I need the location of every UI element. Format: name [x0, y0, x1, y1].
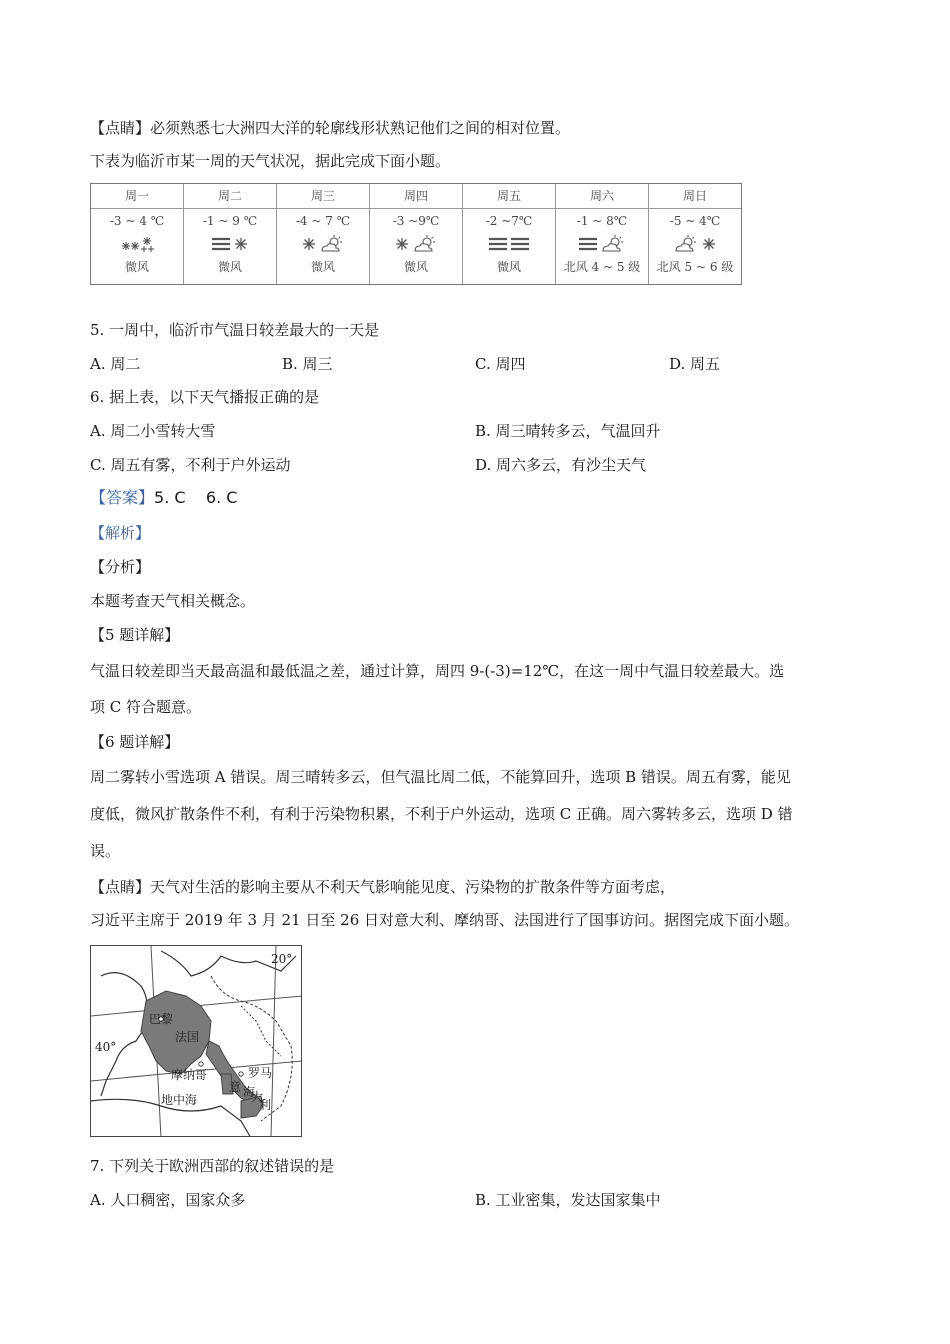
italy-partial-label: 意 [229, 1080, 242, 1094]
rome-label: 罗马 [248, 1066, 273, 1080]
weather-column [370, 184, 463, 284]
detail-6-line-1: 周二雾转小雪选项 A 错误。周三晴转多云，但气温比周二低，不能算回升，选项 B 错误。周五有雾，能见 [90, 768, 791, 786]
monaco-label: 摩纳哥 [171, 1068, 208, 1082]
sunny-cloudy-icon [370, 232, 462, 256]
europe-map [90, 945, 302, 1137]
q7-option-a: A. 人口稠密，国家众多 [90, 1191, 246, 1209]
weather-day: 周三 [277, 184, 369, 209]
weather-day: 周一 [91, 184, 183, 209]
detail-5-line-1: 气温日较差即当天最高温和最低温之差，通过计算，周四 9-(-3)=12℃，在这一周中气温日较差最大。选 [90, 662, 785, 680]
weather-table [90, 183, 742, 285]
weather-wind: 北风 4 ~ 5 级 [563, 260, 641, 274]
q5-option-a: A. 周二 [90, 355, 141, 373]
cloudy-sunny-icon [649, 232, 741, 256]
weather-column [556, 184, 649, 284]
weather-column [91, 184, 184, 284]
analysis-label: 【解析】 [90, 524, 151, 542]
fog-icon [463, 232, 555, 256]
question-7-stem: 7. 下列关于欧洲西部的叙述错误的是 [90, 1157, 335, 1175]
q5-option-c: C. 周四 [475, 355, 526, 373]
weather-temp: -1 ~ 8℃ [576, 214, 628, 228]
q6-option-c: C. 周五有雾，不利于户外运动 [90, 456, 291, 474]
detail-5-line-2: 项 C 符合题意。 [90, 698, 202, 716]
weather-temp: -1 ~ 9 ℃ [202, 214, 258, 228]
detail-6-line-3: 误。 [90, 842, 121, 860]
france-label: 法国 [175, 1030, 200, 1044]
detail-6-label: 【6 题详解】 [90, 733, 180, 751]
weather-day: 周四 [370, 184, 462, 209]
question-6-stem: 6. 据上表，以下天气播报正确的是 [90, 388, 320, 406]
paris-label: 巴黎 [149, 1012, 174, 1026]
weather-column [649, 184, 741, 284]
weather-day: 周六 [556, 184, 648, 209]
question-7-intro: 习近平主席于 2019 年 3 月 21 日至 26 日对意大利、摩纳哥、法国进行了国事访问。据图完成下面小题。 [90, 911, 800, 929]
weather-wind: 北风 5 ~ 6 级 [656, 260, 734, 274]
answer-line [90, 488, 237, 508]
weather-column [463, 184, 556, 284]
latitude-label: 40° [95, 1040, 117, 1054]
sea-partial-label: 海 [243, 1085, 256, 1099]
weather-wind: 微风 [217, 260, 242, 274]
weather-column [277, 184, 370, 284]
q6-option-d: D. 周六多云，有沙尘天气 [475, 456, 647, 474]
detail-5-label: 【5 题详解】 [90, 626, 180, 644]
answer-label: 【答案】 [90, 488, 155, 507]
question-5-stem: 5. 一周中，临沂市气温日较差最大的一天是 [90, 321, 380, 339]
weather-day: 周二 [184, 184, 276, 209]
sunny-cloudy-icon [277, 232, 369, 256]
weather-day: 周五 [463, 184, 555, 209]
weather-wind: 微风 [496, 260, 521, 274]
q6-option-b: B. 周三晴转多云，气温回升 [475, 422, 661, 440]
fenxi-text: 本题考查天气相关概念。 [90, 592, 256, 610]
weather-temp: -4 ~ 7 ℃ [295, 214, 351, 228]
fog-cloudy-icon [556, 232, 648, 256]
q7-option-b: B. 工业密集，发达国家集中 [475, 1191, 661, 1209]
answer-text: 5. C 6. C [154, 488, 238, 507]
da-label: 大 [251, 1090, 264, 1104]
mediterranean-label: 地中海 [161, 1093, 198, 1107]
q6-option-a: A. 周二小雪转大雪 [90, 422, 216, 440]
weather-wind: 微风 [403, 260, 428, 274]
weather-column [184, 184, 277, 284]
longitude-label: 20° [271, 952, 293, 966]
dianjing-note-1: 【点睛】必须熟悉七大洲四大洋的轮廓线形状熟记他们之间的相对位置。 [90, 119, 571, 137]
detail-6-line-2: 度低，微风扩散条件不利，有利于污染物积累，不利于户外运动，选项 C 正确。周六雾转多云，选项 D 错 [90, 805, 793, 823]
weather-temp: -3 ~ 4 ℃ [109, 214, 165, 228]
fenxi-label: 【分析】 [90, 558, 151, 576]
fog-snow-icon [184, 232, 276, 256]
q5-option-d: D. 周五 [669, 355, 721, 373]
weather-wind: 微风 [124, 260, 149, 274]
li-label: 利 [259, 1098, 272, 1112]
weather-temp: -3 ~9℃ [392, 214, 440, 228]
table-intro: 下表为临沂市某一周的天气状况，据此完成下面小题。 [90, 152, 451, 170]
q5-option-b: B. 周三 [282, 355, 333, 373]
snow-icon [91, 232, 183, 256]
weather-temp: -5 ~ 4℃ [669, 214, 721, 228]
weather-wind: 微风 [310, 260, 335, 274]
dianjing-note-2: 【点睛】天气对生活的影响主要从不利天气影响能见度、污染物的扩散条件等方面考虑， [90, 878, 676, 896]
weather-temp: -2 ~7℃ [485, 214, 533, 228]
weather-day: 周日 [649, 184, 741, 209]
